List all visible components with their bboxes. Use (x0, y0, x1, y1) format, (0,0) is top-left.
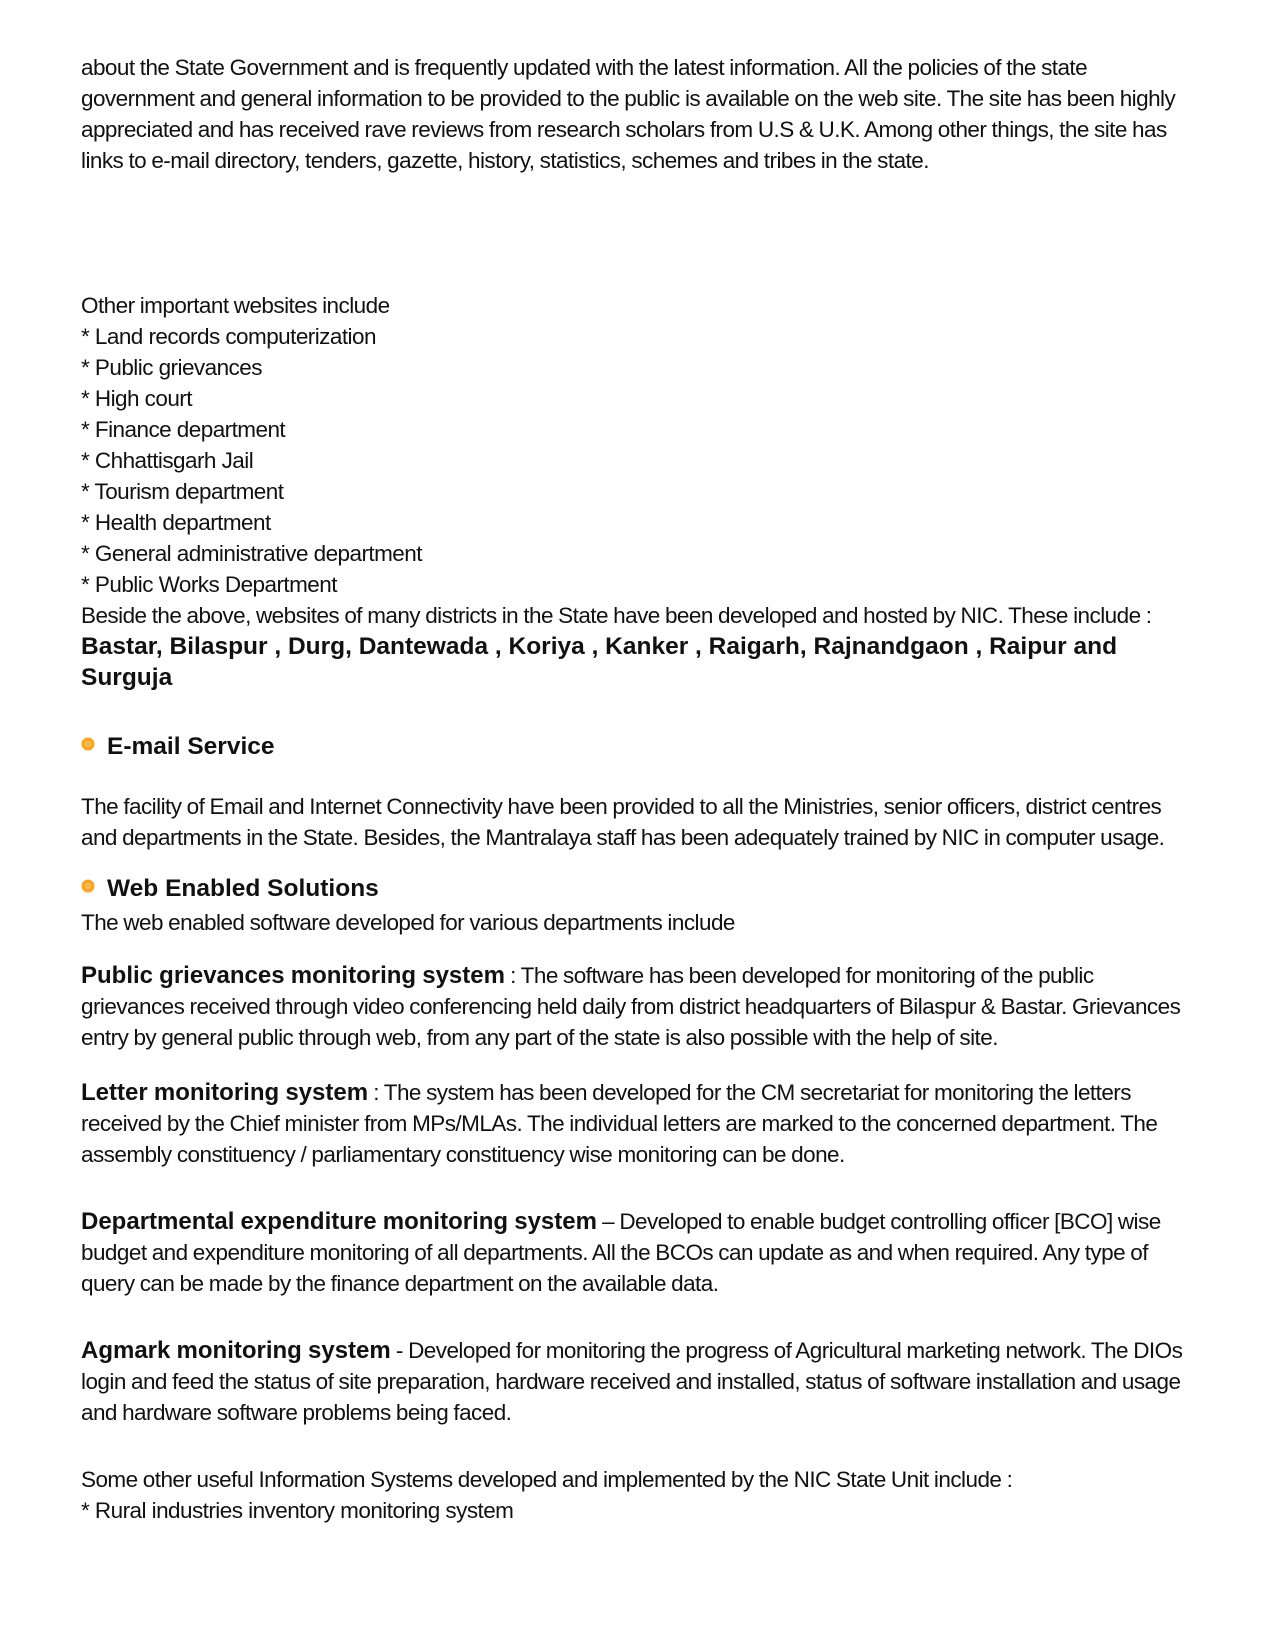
system-separator: : (368, 1080, 384, 1105)
system-term: Departmental expenditure monitoring system (81, 1208, 597, 1235)
list-item: * Land records computerization (81, 324, 376, 349)
system-description: Developed for monitoring the progress of Agricultural marketing network. The DIOs login and feed the status of site preparation, hardware received and installed, status of software installation and usage and hardware software problems being faced. (81, 1338, 1183, 1425)
system-description: The system has been developed for the CM secretariat for monitoring the letters received by the Chief minister from MPs/MLAs. The individual letters are marked to the concerned department. The assembly constituency / parliamentary constituency wise monitoring can be done. (81, 1080, 1158, 1167)
web-solutions-intro: The web enabled software developed for various departments include (81, 910, 735, 935)
system-departmental-expenditure (81, 1206, 1201, 1299)
orange-bullet-icon (81, 737, 95, 751)
system-agmark-monitoring (81, 1335, 1201, 1428)
other-systems-intro: Some other useful Information Systems developed and implemented by the NIC State Unit include : (81, 1467, 1013, 1492)
list-item: * Health department (81, 510, 271, 535)
email-service-heading (81, 731, 1201, 762)
system-description: Developed to enable budget controlling officer [BCO] wise budget and expenditure monitoring of all departments. All the BCOs can update as and when required. Any type of query can be made by the finance department on the available data. (81, 1209, 1161, 1296)
system-separator: - (390, 1338, 409, 1363)
system-term: Agmark monitoring system (81, 1337, 391, 1364)
list-item: * Rural industries inventory monitoring system (81, 1498, 514, 1523)
system-separator: : (504, 963, 521, 988)
list-item: * Public Works Department (81, 572, 337, 597)
web-solutions-heading (81, 873, 1201, 904)
orange-bullet-icon (81, 879, 95, 893)
system-term: Public grievances monitoring system (81, 962, 505, 989)
system-separator: – (596, 1209, 620, 1234)
list-item: * Chhattisgarh Jail (81, 448, 254, 473)
list-item: * General administrative department (81, 541, 422, 566)
list-item: * Tourism department (81, 479, 284, 504)
districts-sentence: Beside the above, websites of many districts in the State have been developed and hosted by NIC. These include : (81, 603, 1152, 628)
document-page (81, 52, 1201, 1526)
websites-intro: Other important websites include (81, 293, 390, 318)
list-item: * Finance department (81, 417, 286, 442)
system-public-grievances (81, 960, 1201, 1053)
websites-list (81, 321, 1201, 600)
system-description: The software has been developed for monitoring of the public grievances received through video conferencing held daily from district headquarters of Bilaspur & Bastar. Grievances entry by general public through web, from any part of the state is also possible with the help of site. (81, 963, 1181, 1050)
web-solutions-heading-text: Web Enabled Solutions (107, 875, 379, 902)
system-term: Letter monitoring system (81, 1079, 369, 1106)
intro-paragraph: about the State Government and is frequently updated with the latest information. All the policies of the state government and general information to be provided to the public is available on the web site. The site has been highly appreciated and has received rave reviews from research scholars from U.S & U.K. Among other things, the site has links to e-mail directory, tenders, gazette, history, statistics, schemes and tribes in the state. (81, 55, 1176, 173)
list-item: * High court (81, 386, 192, 411)
districts-list: Bastar, Bilaspur , Durg, Dantewada , Koriya , Kanker , Raigarh, Rajnandgaon , Raipur and Surguja (81, 633, 1118, 691)
list-item: * Public grievances (81, 355, 262, 380)
other-systems-list (81, 1495, 1201, 1526)
system-letter-monitoring (81, 1077, 1201, 1170)
email-service-heading-text: E-mail Service (107, 733, 275, 760)
email-service-paragraph: The facility of Email and Internet Connectivity have been provided to all the Ministries, senior officers, district centres and departments in the State. Besides, the Mantralaya staff has been adequately trained by NIC in computer usage. (81, 794, 1165, 850)
